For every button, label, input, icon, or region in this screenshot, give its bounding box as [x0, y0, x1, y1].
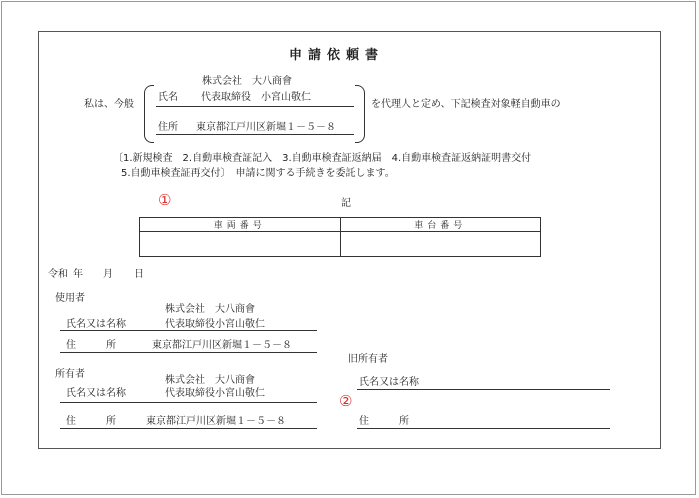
intro-prefix: 私は、今般	[84, 99, 134, 110]
intro-suffix: を代理人と定め、下記検査対象軽自動車の	[371, 99, 561, 110]
agent-name-label: 氏名	[158, 92, 178, 103]
user-address-underline	[60, 352, 317, 353]
owner-address-underline	[60, 428, 317, 429]
vehicle-table	[139, 217, 541, 257]
vehicle-number-header: 車両番号	[140, 218, 341, 232]
user-name-label: 氏名又は名称	[66, 319, 126, 330]
previous-owner-name-underline	[357, 389, 610, 390]
agent-name: 代表取締役 小宮山敬仁	[201, 92, 311, 103]
user-address-label: 住 所	[66, 340, 116, 351]
owner-address: 東京都江戸川区新堀１－５－８	[146, 416, 286, 427]
left-bracket	[144, 85, 154, 143]
user-heading: 使用者	[55, 293, 85, 304]
chassis-number-header: 車台番号	[340, 218, 541, 232]
owner-company: 株式会社 大八商會	[165, 375, 255, 386]
vehicle-number-cell[interactable]	[140, 232, 341, 257]
marker-1: ①	[158, 191, 172, 209]
agent-name-underline	[156, 106, 354, 107]
form-title: 申請依頼書	[289, 48, 385, 63]
date-year: 年	[73, 269, 83, 280]
owner-name-label: 氏名又は名称	[66, 388, 126, 399]
right-bracket	[355, 85, 365, 143]
owner-heading: 所有者	[55, 369, 85, 380]
owner-name: 代表取締役小宮山敬仁	[165, 388, 265, 399]
user-address: 東京都江戸川区新堀１－５－８	[152, 340, 292, 351]
chassis-number-cell[interactable]	[340, 232, 541, 257]
owner-address-label: 住 所	[66, 416, 116, 427]
marker-2: ②	[339, 392, 353, 410]
previous-owner-name-label: 氏名又は名称	[359, 377, 419, 388]
procedure-items-line2: 5.自動車検査証再交付〕 申請に関する手続きを委託します。	[121, 168, 395, 179]
previous-owner-heading: 旧所有者	[348, 354, 388, 365]
date-month: 月	[103, 269, 113, 280]
agent-address: 東京都江戸川区新堀１－５－８	[196, 122, 336, 133]
agent-address-underline	[156, 134, 354, 135]
user-company: 株式会社 大八商會	[165, 304, 255, 315]
agent-address-label: 住所	[158, 122, 178, 133]
user-name-underline	[60, 330, 317, 331]
ki-heading: 記	[341, 198, 351, 209]
agent-company: 株式会社 大八商會	[202, 76, 292, 87]
date-era: 令和	[48, 269, 68, 280]
date-day: 日	[134, 269, 144, 280]
previous-owner-address-label: 住 所	[359, 416, 409, 427]
procedure-items-line1: 〔1.新規検査 2.自動車検査証記入 3.自動車検査証返納届 4.自動車検査証返納証明書交付	[113, 153, 532, 164]
previous-owner-address-underline	[357, 428, 610, 429]
user-name: 代表取締役小宮山敬仁	[165, 319, 265, 330]
owner-name-underline	[60, 402, 317, 403]
